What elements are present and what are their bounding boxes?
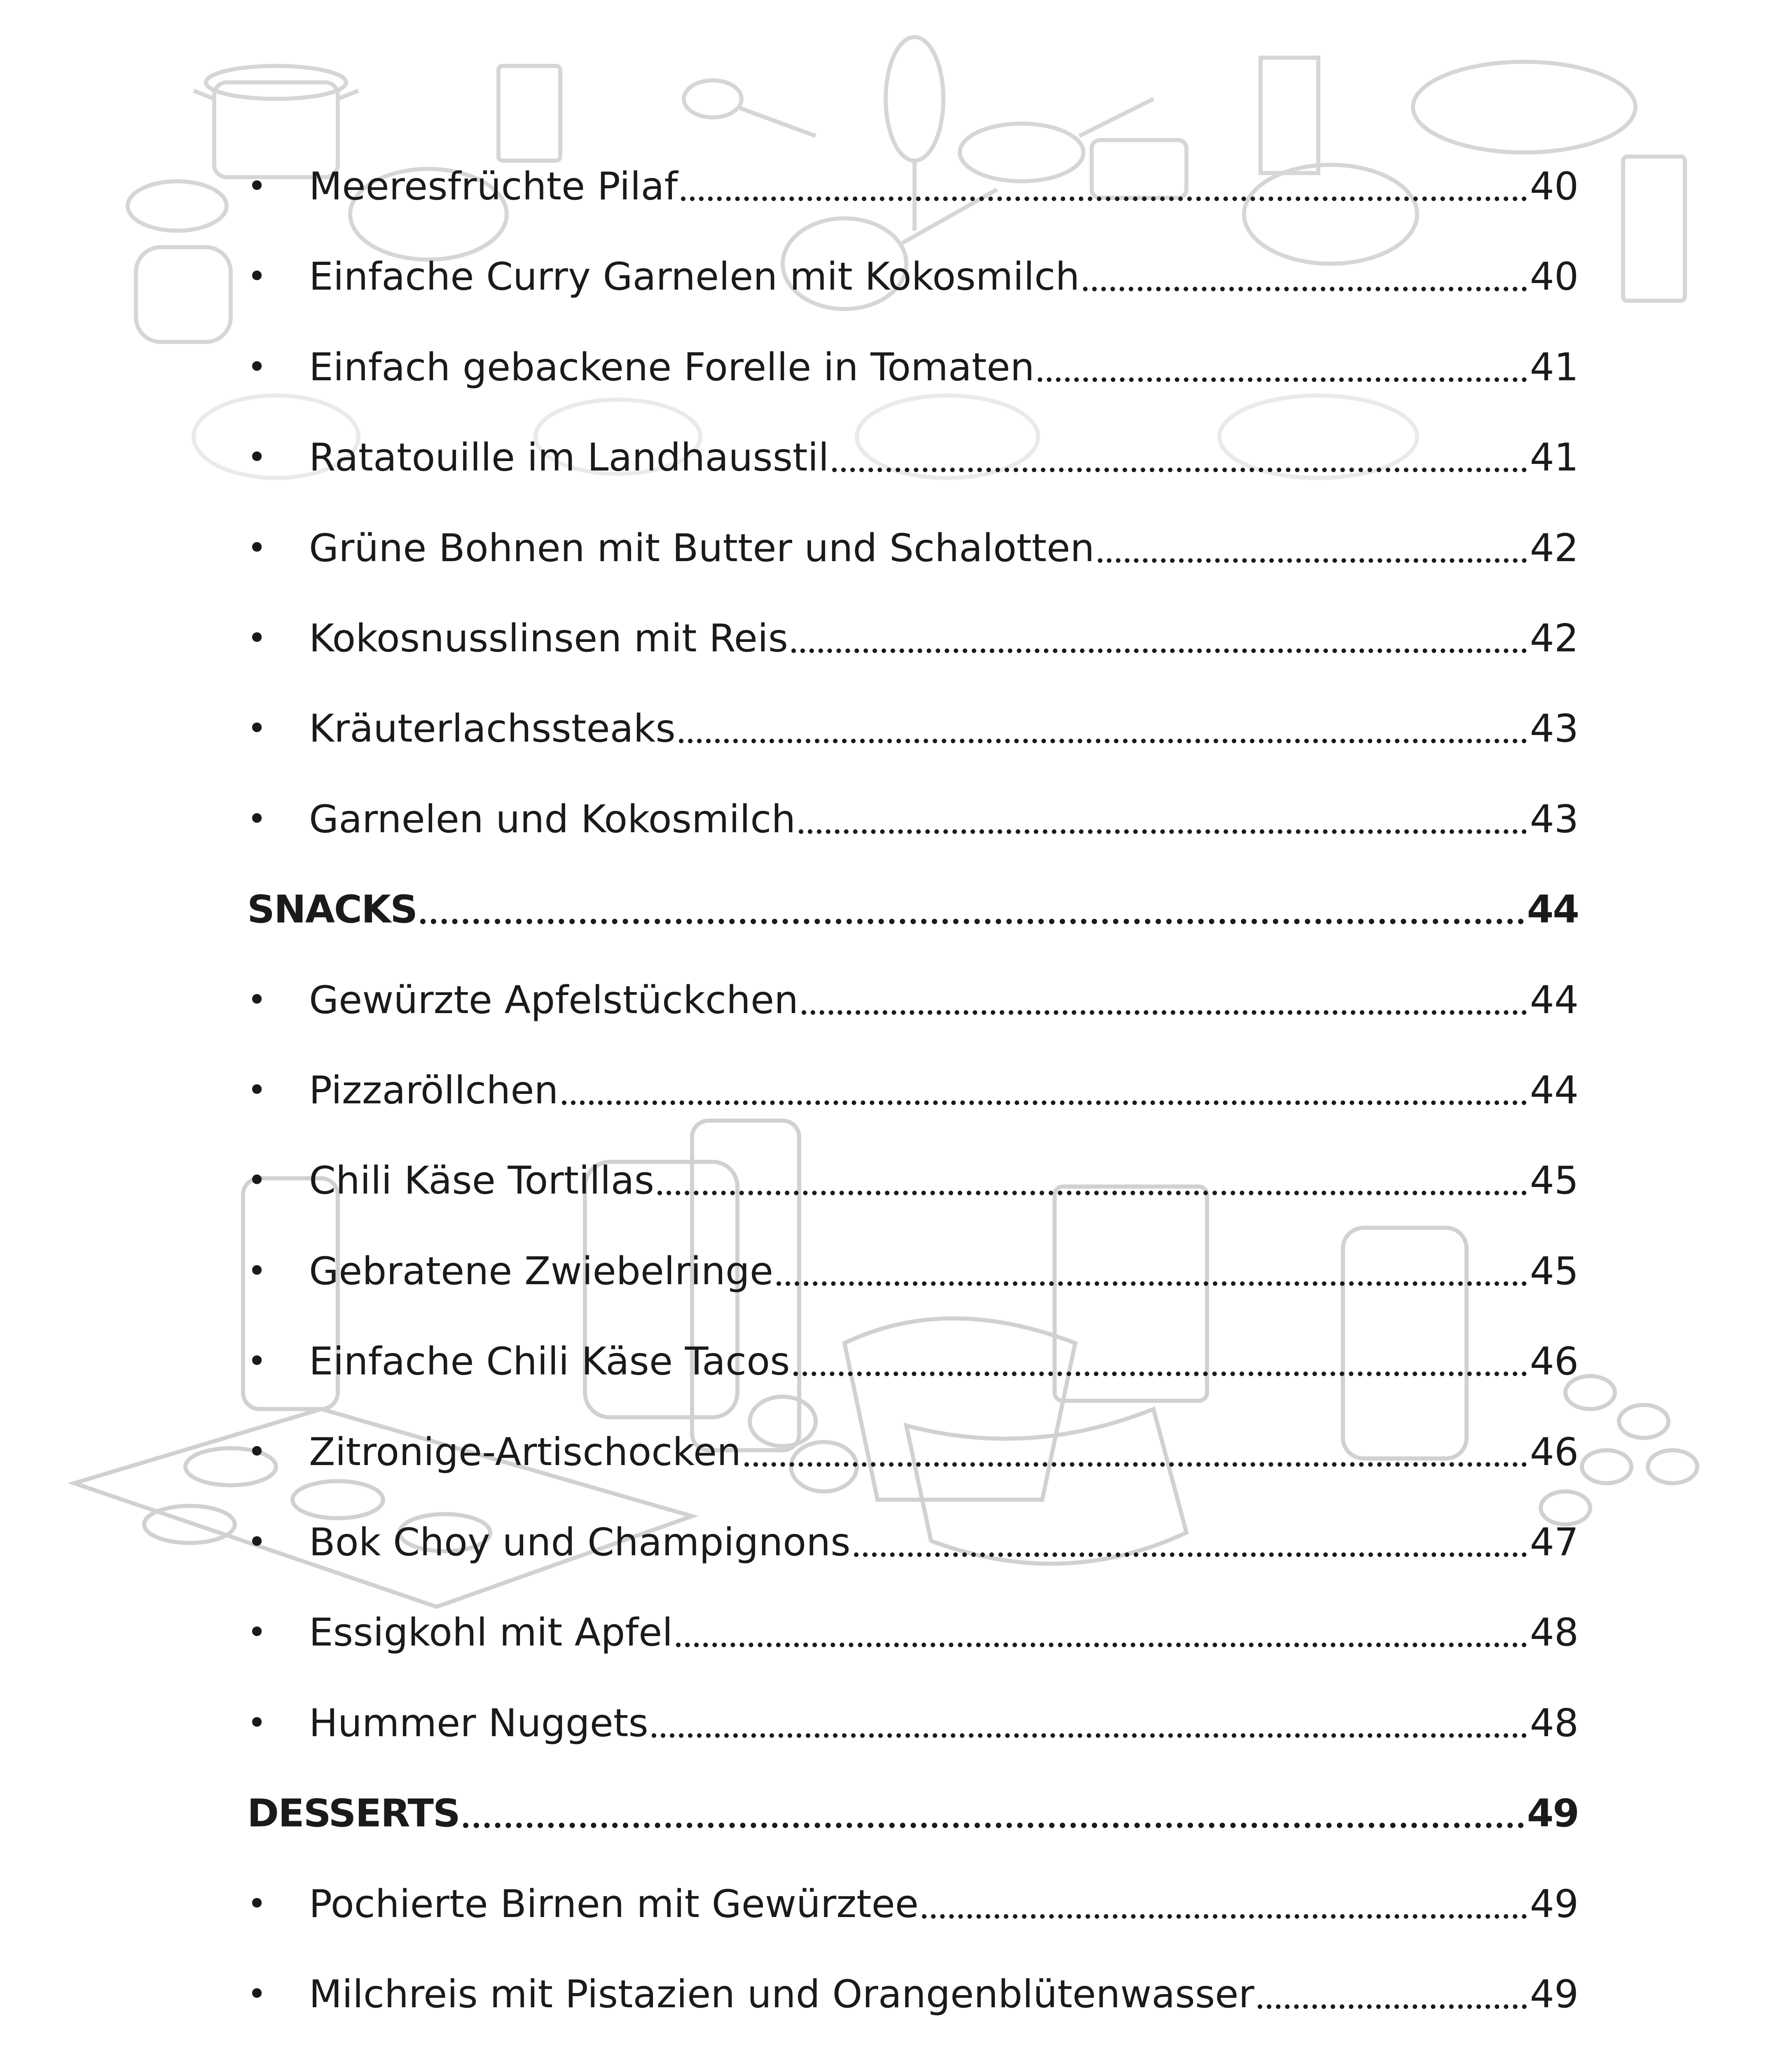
toc-page-number: 49 <box>1530 1881 1579 1926</box>
dot-leader <box>791 648 1527 653</box>
bullet-icon: • <box>247 1071 267 1109</box>
toc-entry[interactable] <box>247 671 1579 753</box>
bullet-icon: • <box>247 1703 267 1742</box>
toc-page-number: 43 <box>1530 796 1579 841</box>
toc-page-number: 47 <box>1530 1520 1579 1564</box>
dot-leader <box>676 1643 1526 1647</box>
dot-leader <box>799 829 1526 834</box>
dot-leader <box>922 1914 1527 1919</box>
dot-leader <box>681 197 1526 201</box>
bullet-icon: • <box>247 1251 267 1290</box>
toc-entry-title: Pizzaröllchen <box>309 1068 559 1112</box>
toc-entry[interactable] <box>247 581 1579 663</box>
toc-entry-title: Einfach gebackene Forelle in Tomaten <box>309 344 1035 389</box>
toc-entry-title: Gebratene Zwiebelringe <box>309 1248 774 1293</box>
toc-entry-title: Meeresfrüchte Pilaf <box>309 164 678 208</box>
toc-entry[interactable] <box>247 490 1579 573</box>
toc-entry[interactable] <box>247 942 1579 1025</box>
toc-section-heading[interactable] <box>247 1756 1579 1838</box>
toc-entry[interactable] <box>247 1304 1579 1386</box>
toc-entry[interactable] <box>247 1394 1579 1477</box>
toc-page-number: 41 <box>1530 344 1579 389</box>
toc-entry-title: DESSERTS <box>247 1791 460 1836</box>
dot-leader <box>1038 377 1526 382</box>
dot-leader <box>652 1733 1527 1738</box>
toc-entry[interactable] <box>247 1846 1579 1929</box>
toc-entry[interactable] <box>247 2027 1579 2060</box>
toc-entry-title: Gewürzte Apfelstückchen <box>309 977 799 1022</box>
dot-leader <box>1258 2004 1527 2009</box>
toc-entry-title: Kräuterlachssteaks <box>309 706 676 751</box>
toc-page-number: 49 <box>1527 1791 1579 1836</box>
bullet-icon: • <box>247 1884 267 1923</box>
dot-leader <box>657 1191 1527 1195</box>
toc-entry-title: Chili Käse Tortillas <box>309 1158 655 1203</box>
toc-page-number: 45 <box>1530 1158 1579 1203</box>
toc-page-number: 48 <box>1530 1610 1579 1655</box>
toc-entry-title: Milchreis mit Pistazien und Orangenblütenwasser <box>309 1972 1254 2016</box>
toc-page-number: 42 <box>1530 616 1579 660</box>
toc-page-number: 40 <box>1530 254 1579 299</box>
bullet-icon: • <box>247 980 267 1019</box>
toc-entry-title: Einfache Chili Käse Tacos <box>309 1339 790 1384</box>
toc-entry-title: Pochierte Birnen mit Gewürztee <box>309 1881 919 1926</box>
toc-page-number: 49 <box>1530 1972 1579 2016</box>
toc-entry[interactable] <box>247 400 1579 482</box>
toc-page-number: 46 <box>1530 1429 1579 1474</box>
toc-page-number: 41 <box>1530 435 1579 480</box>
dot-leader <box>420 919 1523 924</box>
toc-entry-title: Bok Choy und Champignons <box>309 1520 851 1564</box>
dot-leader <box>802 1010 1527 1015</box>
toc-entry[interactable] <box>247 761 1579 844</box>
toc-page-number: 44 <box>1530 1068 1579 1112</box>
toc-entry[interactable] <box>247 1123 1579 1205</box>
bullet-icon: • <box>247 528 267 567</box>
bullet-icon: • <box>247 1975 267 2013</box>
toc-entry-title: Kokosnusslinsen mit Reis <box>309 616 788 660</box>
toc-entry[interactable] <box>247 1575 1579 1657</box>
dot-leader <box>1098 558 1527 563</box>
toc-entry[interactable] <box>247 1213 1579 1296</box>
bullet-icon: • <box>247 709 267 748</box>
toc-entry-title: SNACKS <box>247 887 417 932</box>
dot-leader <box>1083 287 1527 291</box>
dot-leader <box>463 1823 1524 1828</box>
bullet-icon: • <box>247 1613 267 1652</box>
toc-entry[interactable] <box>247 309 1579 392</box>
toc-page-number: 45 <box>1530 1248 1579 1293</box>
bullet-icon: • <box>247 167 267 205</box>
toc-entry-title: Essigkohl mit Apfel <box>309 1610 673 1655</box>
toc-page-number: 44 <box>1527 887 1579 932</box>
toc-entry[interactable] <box>247 1032 1579 1115</box>
toc-entry-title: Grüne Bohnen mit Butter und Schalotten <box>309 525 1095 570</box>
bullet-icon: • <box>247 257 267 296</box>
bullet-icon: • <box>247 1523 267 1561</box>
bullet-icon: • <box>247 799 267 838</box>
toc-page-number: 44 <box>1530 977 1579 1022</box>
bullet-icon: • <box>247 619 267 657</box>
toc-entry-title: Zitronige-Artischocken <box>309 1429 742 1474</box>
bullet-icon: • <box>247 1161 267 1200</box>
dot-leader <box>832 468 1526 472</box>
bullet-icon: • <box>247 1342 267 1381</box>
bullet-icon: • <box>247 438 267 477</box>
toc-entry-title: Ratatouille im Landhausstil <box>309 435 829 480</box>
dot-leader <box>854 1552 1527 1557</box>
toc-page-number: 42 <box>1530 525 1579 570</box>
toc-entry[interactable] <box>247 219 1579 301</box>
toc-entry[interactable] <box>247 129 1579 211</box>
toc-entry-title: Garnelen und Kokosmilch <box>309 796 796 841</box>
toc-entry-title: Einfache Curry Garnelen mit Kokosmilch <box>309 254 1080 299</box>
toc-entry[interactable] <box>247 1484 1579 1567</box>
dot-leader <box>793 1372 1527 1376</box>
toc-page-number: 46 <box>1530 1339 1579 1384</box>
toc-page-number: 48 <box>1530 1700 1579 1745</box>
toc-page-number: 40 <box>1530 164 1579 208</box>
dot-leader <box>562 1100 1527 1105</box>
toc-section-heading[interactable] <box>247 852 1579 934</box>
bullet-icon: • <box>247 347 267 386</box>
toc-entry[interactable] <box>247 1665 1579 1748</box>
toc-page-number: 43 <box>1530 706 1579 751</box>
dot-leader <box>679 739 1527 743</box>
dot-leader <box>777 1281 1527 1286</box>
dot-leader <box>744 1462 1527 1467</box>
bullet-icon: • <box>247 1432 267 1471</box>
toc-entry[interactable] <box>247 1936 1579 2019</box>
toc-entry-title: Hummer Nuggets <box>309 1700 648 1745</box>
